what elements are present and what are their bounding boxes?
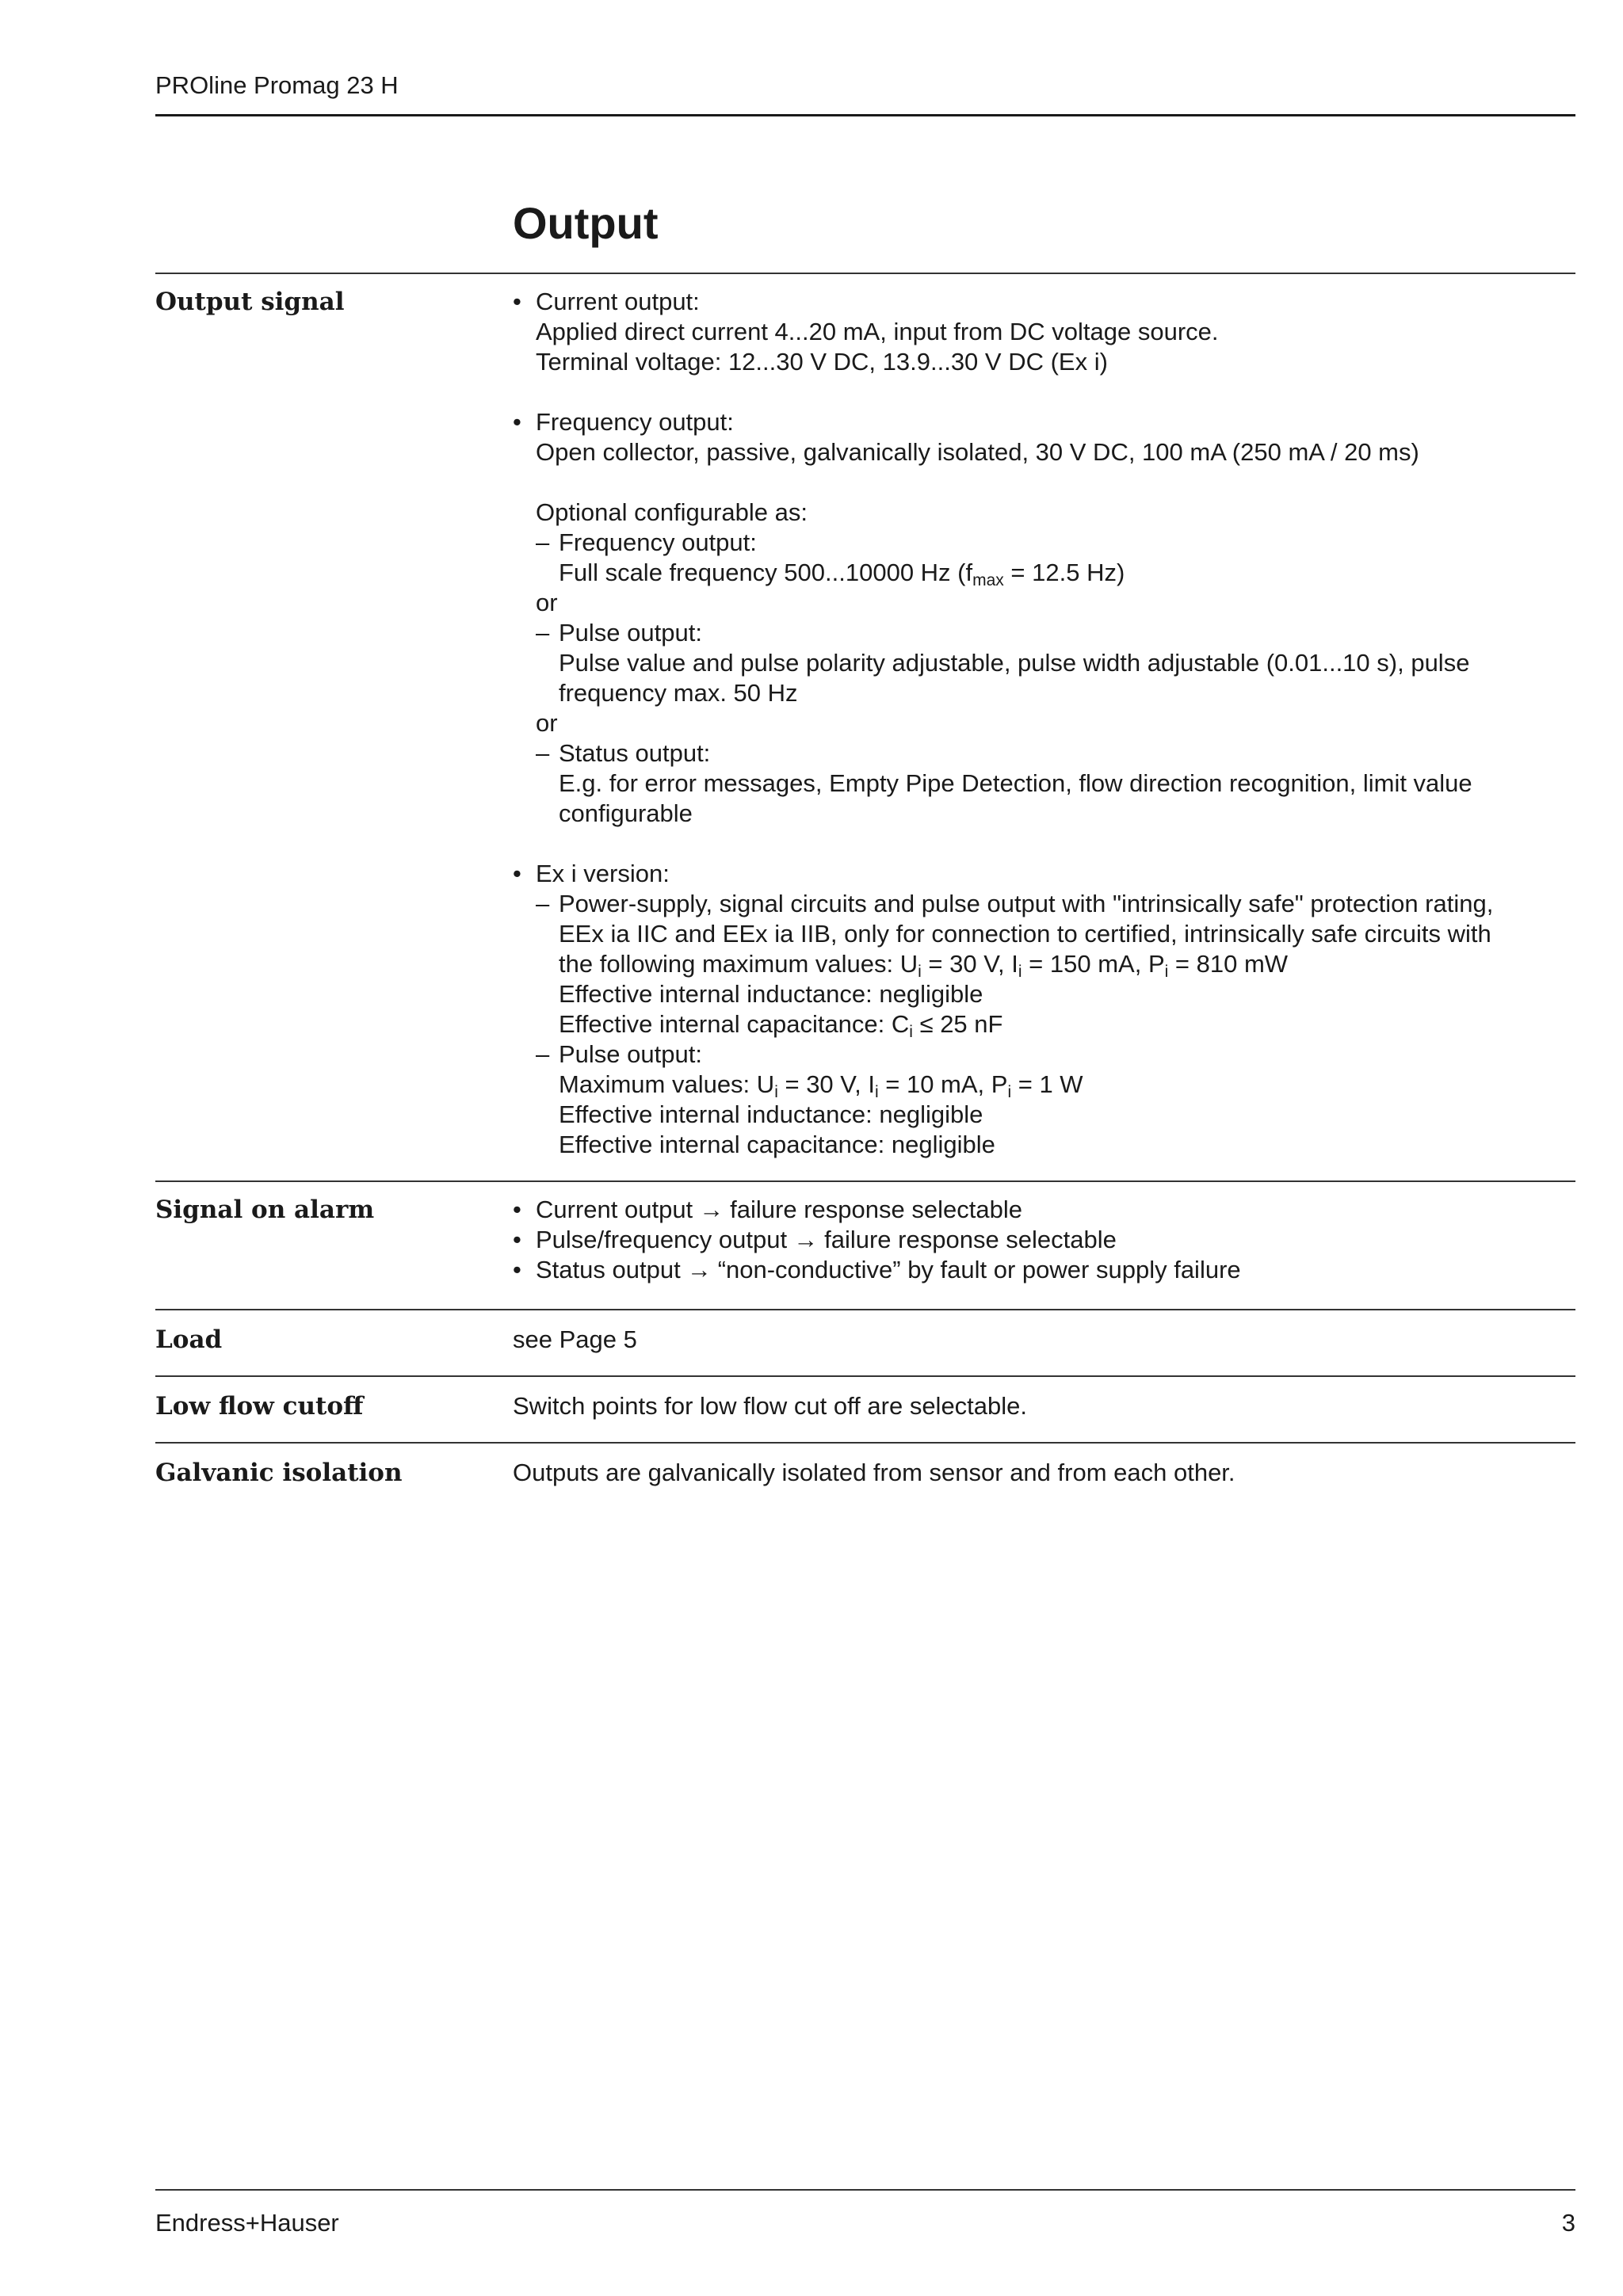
header-rule xyxy=(155,114,1575,116)
optional-pulse-title: Pulse output: xyxy=(559,619,702,646)
row-rule-low-flow xyxy=(155,1375,1575,1377)
full-scale-frequency: Full scale frequency 500...10000 Hz ($f_{max} = 12.5$ Hz) xyxy=(559,559,1125,589)
section-rule xyxy=(155,273,1575,274)
page-number: 3 xyxy=(1561,2209,1575,2237)
alarm-item-status: Status output → “non-conductive” by fault or power supply failure xyxy=(536,1256,1241,1283)
dash-frequency: – xyxy=(536,528,550,556)
optional-configurable: Optional configurable as: xyxy=(536,498,808,526)
arrow-icon: → xyxy=(686,1256,712,1283)
current-output-line1: Applied direct current 4...20 mA, input from DC voltage source. xyxy=(536,318,1219,345)
ex-power-line1: Power-supply, signal circuits and pulse output with "intrinsically safe" protection rating, xyxy=(559,890,1494,917)
pulse-line2: frequency max. 50 Hz xyxy=(559,679,798,707)
optional-frequency-title: Frequency output: xyxy=(559,528,757,556)
alarm-item-pulse: Pulse/frequency output → failure response selectable xyxy=(536,1226,1117,1253)
arrow-icon: → xyxy=(699,1196,724,1223)
current-output-title: Current output: xyxy=(536,288,700,315)
optional-status-title: Status output: xyxy=(559,739,711,767)
bullet-alarm-1: • xyxy=(513,1196,521,1223)
load-label: Load xyxy=(155,1325,223,1354)
ex-version-title: Ex i version: xyxy=(536,860,670,887)
frequency-output-line1: Open collector, passive, galvanically isolated, 30 V DC, 100 mA (250 mA / 20 ms) xyxy=(536,438,1419,466)
ex-power-line2: EEx ia IIC and EEx ia IIB, only for connection to certified, intrinsically safe circuits with xyxy=(559,920,1491,948)
status-line1: E.g. for error messages, Empty Pipe Detection, flow direction recognition, limit value xyxy=(559,769,1472,797)
footer-rule xyxy=(155,2189,1575,2191)
ex-power-line3: the following maximum values: $U_i = 30$ V, $I_i = 150$ mA, $P_i = 810$ mW xyxy=(559,950,1289,981)
section-title: Output xyxy=(513,198,659,248)
current-output-line2: Terminal voltage: 12...30 V DC, 13.9...30 V DC (Ex i) xyxy=(536,348,1108,376)
row-rule-alarm xyxy=(155,1180,1575,1182)
status-line2: configurable xyxy=(559,799,693,827)
ex-capacitance-2: Effective internal capacitance: negligible xyxy=(559,1131,995,1158)
low-flow-cutoff-value: Switch points for low flow cut off are selectable. xyxy=(513,1392,1028,1420)
pulse-line1: Pulse value and pulse polarity adjustable, pulse width adjustable (0.01...10 s), pulse xyxy=(559,649,1470,677)
row-rule-galvanic xyxy=(155,1442,1575,1444)
arrow-icon: → xyxy=(793,1226,819,1253)
galvanic-isolation-label: Galvanic isolation xyxy=(155,1459,403,1487)
dash-pulse: – xyxy=(536,619,550,646)
ex-pulse-title: Pulse output: xyxy=(559,1040,702,1068)
dash-ex-pulse: – xyxy=(536,1040,550,1068)
footer-brand: Endress+Hauser xyxy=(155,2209,339,2237)
or-text-1: or xyxy=(536,589,558,616)
alarm-item-current: Current output → failure response selectable xyxy=(536,1196,1022,1223)
galvanic-isolation-value: Outputs are galvanically isolated from sensor and from each other. xyxy=(513,1459,1235,1486)
bullet-frequency-output: • xyxy=(513,408,521,436)
ex-capacitance-1: Effective internal capacitance: $C_i \le 25$ nF xyxy=(559,1010,1003,1041)
signal-on-alarm-label: Signal on alarm xyxy=(155,1196,375,1224)
output-signal-label: Output signal xyxy=(155,288,345,316)
ex-inductance-2: Effective internal inductance: negligible xyxy=(559,1100,983,1128)
bullet-ex-version: • xyxy=(513,860,521,887)
bullet-current-output: • xyxy=(513,288,521,315)
frequency-output-title: Frequency output: xyxy=(536,408,734,436)
low-flow-cutoff-label: Low flow cutoff xyxy=(155,1392,364,1421)
load-value: see Page 5 xyxy=(513,1325,637,1353)
dash-status: – xyxy=(536,739,550,767)
ex-inductance-1: Effective internal inductance: negligible xyxy=(559,980,983,1008)
running-header: PROline Promag 23 H xyxy=(155,71,399,99)
ex-pulse-max-values: Maximum values: $U_i = 30$ V, $I_i = 10$ mA, $P_i = 1$ W xyxy=(559,1070,1083,1101)
dash-power-supply: – xyxy=(536,890,550,917)
bullet-alarm-2: • xyxy=(513,1226,521,1253)
row-rule-load xyxy=(155,1309,1575,1310)
bullet-alarm-3: • xyxy=(513,1256,521,1283)
or-text-2: or xyxy=(536,709,558,737)
